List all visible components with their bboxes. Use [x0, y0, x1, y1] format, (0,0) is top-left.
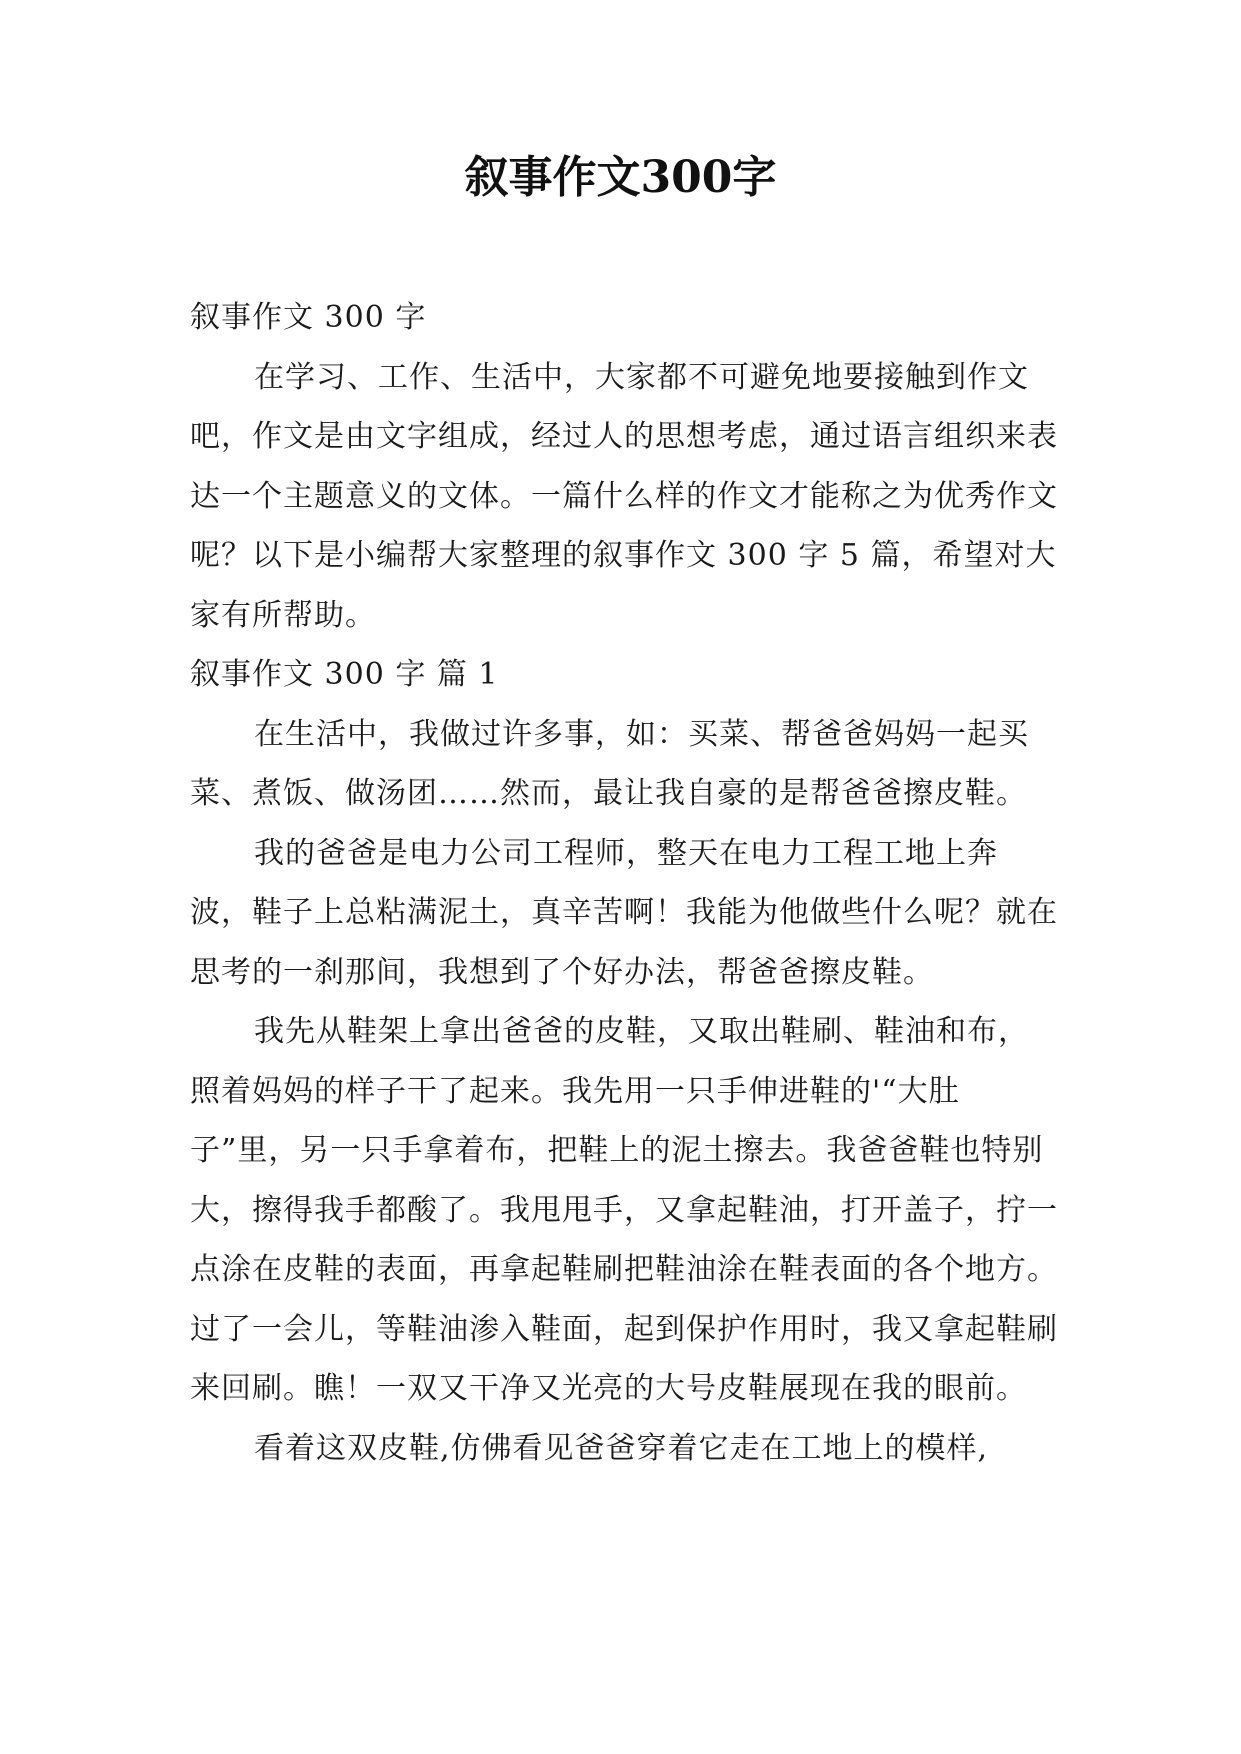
- document-subtitle: 叙事作文 300 字: [190, 300, 427, 335]
- intro-paragraph: 在学习、工作、生活中，大家都不可避免地要接触到作文吧，作文是由文字组成，经过人的思想考虑，通过语言组织来表达一个主题意义的文体。一篇什么样的作文才能称之为优秀作文呢？以下是小编帮大家整理的叙事作文 300 字 5 篇，希望对大家有所帮助。: [190, 359, 1058, 633]
- body-paragraph: 在生活中，我做过许多事，如：买菜、帮爸爸妈妈一起买菜、煮饭、做汤团……然而，最让我自豪的是帮爸爸擦皮鞋。: [190, 716, 1029, 811]
- body-paragraph: 看着这双皮鞋,仿佛看见爸爸穿着它走在工地上的模样,: [254, 1430, 989, 1466]
- document-title: 叙事作文300字: [464, 152, 777, 203]
- body-paragraph: 我的爸爸是电力公司工程师，整天在电力工程工地上奔波，鞋子上总粘满泥土，真辛苦啊！我能为他做些什么呢？就在思考的一刹那间，我想到了个好办法，帮爸爸擦皮鞋。: [190, 835, 1058, 990]
- document-body: [190, 288, 1058, 1478]
- section-heading: 叙事作文 300 字 篇 1: [190, 657, 499, 692]
- body-paragraph: 我先从鞋架上拿出爸爸的皮鞋，又取出鞋刷、鞋油和布，照着妈妈的样子干了起来。我先用一只手伸进鞋的'“大肚子”里，另一只手拿着布，把鞋上的泥土擦去。我爸爸鞋也特别大，擦得我手都酸了。我甩甩手，又拿起鞋油，打开盖子，拧一点涂在皮鞋的表面，再拿起鞋刷把鞋油涂在鞋表面的各个地方。过了一会儿，等鞋油渗入鞋面，起到保护作用时，我又拿起鞋刷来回刷。瞧！一双又干净又光亮的大号皮鞋展现在我的眼前。: [190, 1014, 1058, 1406]
